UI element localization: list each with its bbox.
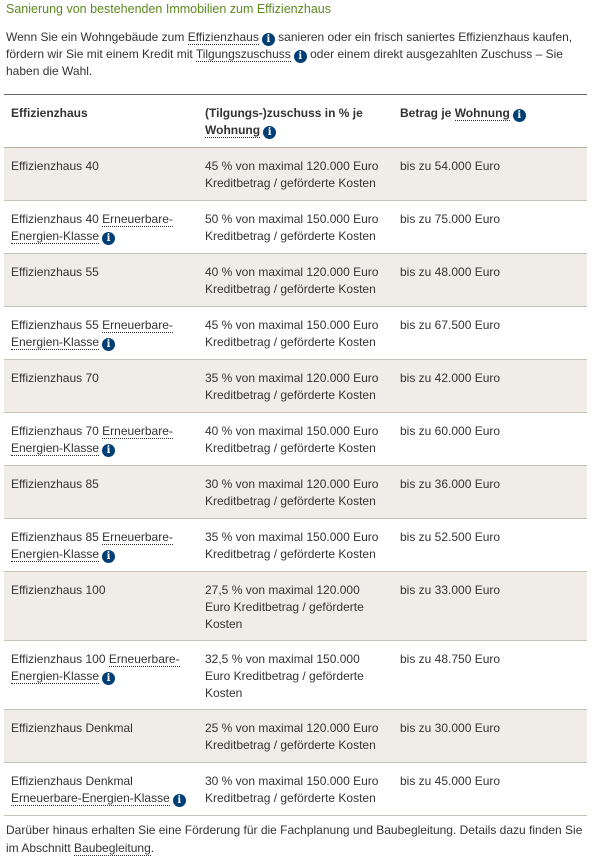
- baubegleitung-link[interactable]: Baubegleitung: [74, 841, 151, 855]
- intro-text-3: oder einem direkt ausgezahlten Zuschuss – Sie haben die Wahl.: [6, 47, 563, 78]
- cell-zuschuss: 50 % von maximal 150.000 Euro Kreditbetrag / geförderte Kosten: [198, 201, 393, 254]
- cell-betrag: bis zu 36.000 Euro: [393, 466, 587, 519]
- cell-zuschuss: 35 % von maximal 150.000 Euro Kreditbetrag / geförderte Kosten: [198, 519, 393, 572]
- effizienzhaus-name: Effizienzhaus Denkmal: [11, 721, 133, 735]
- info-icon[interactable]: i: [102, 444, 115, 457]
- cell-betrag: bis zu 48.750 Euro: [393, 641, 587, 710]
- table-row: [4, 148, 587, 201]
- cell-zuschuss: 45 % von maximal 120.000 Euro Kreditbetrag / geförderte Kosten: [198, 148, 393, 201]
- info-icon[interactable]: i: [102, 338, 115, 351]
- cell-zuschuss: 40 % von maximal 150.000 Euro Kreditbetrag / geförderte Kosten: [198, 413, 393, 466]
- effizienzhaus-name: Effizienzhaus Denkmal: [11, 774, 133, 788]
- foerder-table: [4, 94, 587, 816]
- wohnung-link[interactable]: Wohnung: [205, 123, 261, 137]
- tilgungszuschuss-link[interactable]: Tilgungszuschuss: [195, 47, 291, 61]
- effizienzhaus-name: Effizienzhaus 55: [11, 318, 103, 332]
- effizienzhaus-name: Effizienzhaus 85: [11, 530, 103, 544]
- wohnung-link[interactable]: Wohnung: [454, 106, 510, 120]
- table-row: [4, 201, 587, 254]
- ee-klasse-link[interactable]: Erneuerbare-Energien-Klasse: [11, 652, 180, 683]
- table-header-row: [4, 95, 587, 148]
- table-row: [4, 519, 587, 572]
- cell-zuschuss: 45 % von maximal 150.000 Euro Kreditbetrag / geförderte Kosten: [198, 307, 393, 360]
- cell-betrag: bis zu 75.000 Euro: [393, 201, 587, 254]
- info-icon[interactable]: i: [102, 672, 115, 685]
- cell-effizienzhaus: [4, 201, 198, 254]
- table-row: [4, 641, 587, 710]
- cell-zuschuss: 40 % von maximal 120.000 Euro Kreditbetrag / geförderte Kosten: [198, 254, 393, 307]
- header-zuschuss: [198, 95, 393, 148]
- cell-betrag: bis zu 48.000 Euro: [393, 254, 587, 307]
- cell-zuschuss: 25 % von maximal 120.000 Euro Kreditbetrag / geförderte Kosten: [198, 710, 393, 763]
- table-row: [4, 466, 587, 519]
- cell-effizienzhaus: [4, 254, 198, 307]
- cell-effizienzhaus: [4, 763, 198, 816]
- info-icon[interactable]: i: [173, 794, 186, 807]
- cell-betrag: bis zu 52.500 Euro: [393, 519, 587, 572]
- info-icon[interactable]: i: [513, 109, 526, 122]
- ee-klasse-link[interactable]: Erneuerbare-Energien-Klasse: [11, 530, 173, 561]
- ee-klasse-link[interactable]: Erneuerbare-Energien-Klasse: [11, 791, 170, 805]
- ee-klasse-link[interactable]: Erneuerbare-Energien-Klasse: [11, 318, 173, 349]
- effizienzhaus-name: Effizienzhaus 55: [11, 265, 99, 279]
- cell-betrag: bis zu 67.500 Euro: [393, 307, 587, 360]
- effizienzhaus-name: Effizienzhaus 40: [11, 212, 103, 226]
- cell-zuschuss: 32,5 % von maximal 150.000 Euro Kreditbetrag / geförderte Kosten: [198, 641, 393, 710]
- table-row: [4, 763, 587, 816]
- cell-effizienzhaus: [4, 360, 198, 413]
- effizienzhaus-name: Effizienzhaus 70: [11, 371, 99, 385]
- cell-effizienzhaus: [4, 572, 198, 641]
- ee-klasse-link[interactable]: Erneuerbare-Energien-Klasse: [11, 424, 173, 455]
- table-row: [4, 572, 587, 641]
- header-zuschuss-label: (Tilgungs-)zuschuss in % je: [205, 106, 363, 120]
- cell-betrag: bis zu 45.000 Euro: [393, 763, 587, 816]
- cell-betrag: bis zu 30.000 Euro: [393, 710, 587, 763]
- cell-betrag: bis zu 54.000 Euro: [393, 148, 587, 201]
- cell-betrag: bis zu 33.000 Euro: [393, 572, 587, 641]
- effizienzhaus-link[interactable]: Effizienzhaus: [187, 30, 259, 44]
- cell-betrag: bis zu 42.000 Euro: [393, 360, 587, 413]
- table-row: [4, 254, 587, 307]
- intro-text-1: Wenn Sie ein Wohngebäude zum: [6, 30, 188, 44]
- cell-betrag: bis zu 60.000 Euro: [393, 413, 587, 466]
- cell-zuschuss: 30 % von maximal 120.000 Euro Kreditbetrag / geförderte Kosten: [198, 466, 393, 519]
- intro-paragraph: [6, 29, 591, 80]
- effizienzhaus-name: Effizienzhaus 40: [11, 159, 99, 173]
- table-row: [4, 360, 587, 413]
- section-heading: Sanierung von bestehenden Immobilien zum Effizienzhaus: [6, 2, 331, 16]
- intro-text-2: sanieren oder ein frisch saniertes Effizienzhaus kaufen, fördern wir Sie mit einem Kredit mit: [6, 30, 573, 61]
- info-icon[interactable]: i: [262, 33, 275, 46]
- info-icon[interactable]: i: [102, 232, 115, 245]
- footer-paragraph: [6, 821, 591, 857]
- cell-effizienzhaus: [4, 148, 198, 201]
- header-effizienzhaus: [4, 95, 198, 148]
- cell-zuschuss: 30 % von maximal 150.000 Euro Kreditbetrag / geförderte Kosten: [198, 763, 393, 816]
- cell-zuschuss: 35 % von maximal 120.000 Euro Kreditbetrag / geförderte Kosten: [198, 360, 393, 413]
- cell-effizienzhaus: [4, 413, 198, 466]
- info-icon[interactable]: i: [294, 50, 307, 63]
- cell-effizienzhaus: [4, 307, 198, 360]
- table-row: [4, 710, 587, 763]
- effizienzhaus-name: Effizienzhaus 70: [11, 424, 103, 438]
- effizienzhaus-name: Effizienzhaus 85: [11, 477, 99, 491]
- table-row: [4, 413, 587, 466]
- cell-effizienzhaus: [4, 466, 198, 519]
- header-betrag-label: Betrag je: [400, 106, 455, 120]
- cell-zuschuss: 27,5 % von maximal 120.000 Euro Kreditbetrag / geförderte Kosten: [198, 572, 393, 641]
- effizienzhaus-name: Effizienzhaus 100: [11, 583, 106, 597]
- cell-effizienzhaus: [4, 710, 198, 763]
- table-row: [4, 307, 587, 360]
- footer-text: Darüber hinaus erhalten Sie eine Förderung für die Fachplanung und Baubegleitung. Details dazu finden Sie im Abschnitt: [6, 823, 583, 855]
- header-betrag: [393, 95, 587, 148]
- effizienzhaus-name: Effizienzhaus 100: [11, 652, 109, 666]
- ee-klasse-link[interactable]: Erneuerbare-Energien-Klasse: [11, 212, 173, 243]
- cell-effizienzhaus: [4, 519, 198, 572]
- cell-effizienzhaus: [4, 641, 198, 710]
- info-icon[interactable]: i: [263, 126, 276, 139]
- header-effizienzhaus-label: Effizienzhaus: [11, 106, 88, 120]
- info-icon[interactable]: i: [102, 550, 115, 563]
- footer-end: .: [150, 841, 155, 855]
